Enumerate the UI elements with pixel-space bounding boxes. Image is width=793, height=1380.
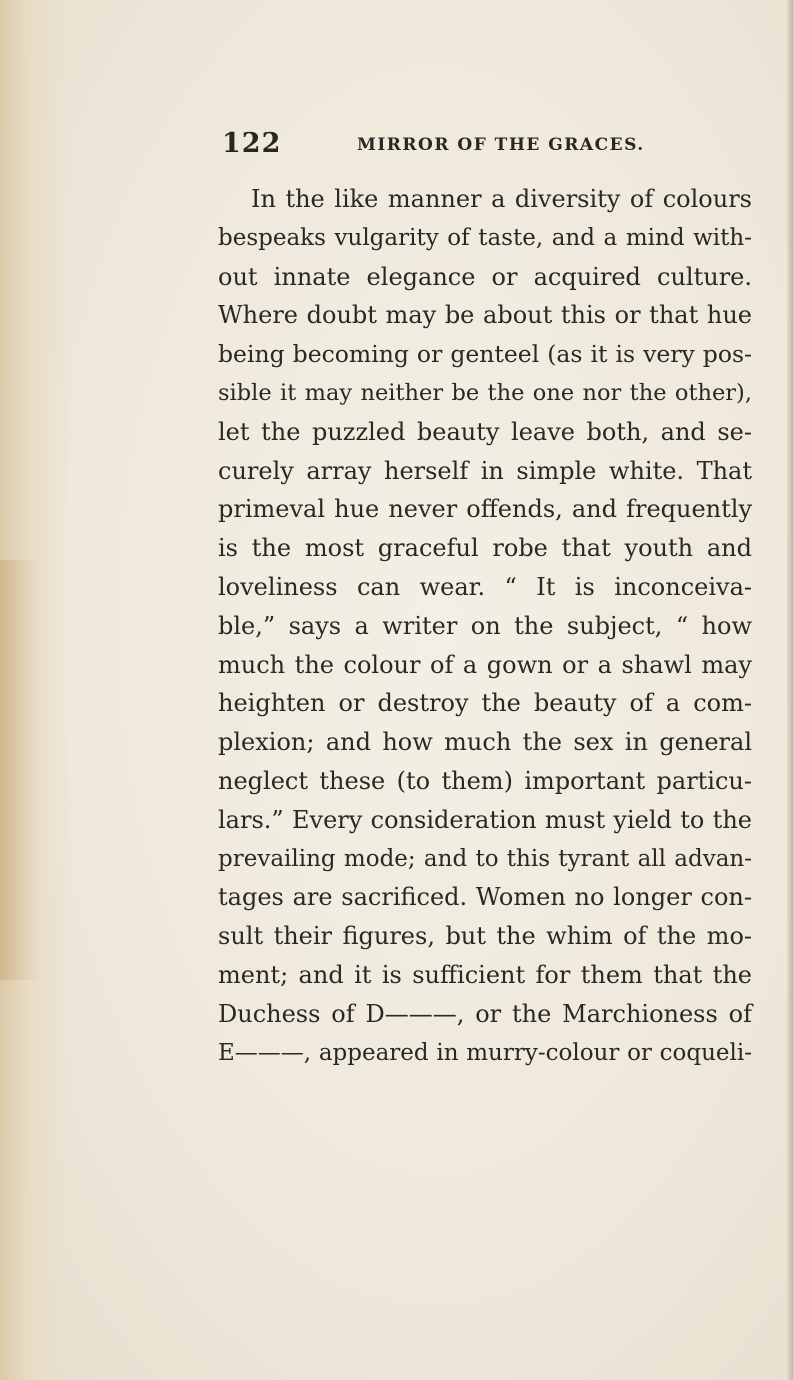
running-head: MIRROR OF THE GRACES. [357,135,645,155]
text-line: sult their figures, but the whim of the mo- [218,922,752,951]
text-line: primeval hue never offends, and frequently [218,495,752,524]
text-line: much the colour of a gown or a shawl may [218,650,752,679]
text-line: prevailing mode; and to this tyrant all advan- [218,845,752,872]
text-line: curely array herself in simple white. That [218,456,752,485]
text-line: In the like manner a diversity of colours [251,185,752,213]
text-line: loveliness can wear. “ It is inconceiva- [218,572,752,601]
text-line: neglect these (to them) important particu- [218,766,752,795]
text-line: ble,” says a writer on the subject, “ how [218,611,752,640]
text-line: out innate elegance or acquired culture. [218,262,752,291]
text-line: sible it may neither be the one nor the other), [218,379,752,406]
text-line: let the puzzled beauty leave both, and se- [218,417,752,446]
text-line: plexion; and how much the sex in general [218,728,752,757]
page-number: 122 [222,128,282,159]
text-line: ment; and it is sufficient for them that the [218,960,752,989]
page-stain [0,560,40,980]
text-line: is the most graceful robe that youth and [218,534,752,563]
text-line: being becoming or genteel (as it is very pos- [218,340,752,369]
text-line: tages are sacrificed. Women no longer con- [218,883,752,912]
text-line: lars.” Every consideration must yield to the [218,805,752,834]
text-line: heighten or destroy the beauty of a com- [218,689,752,718]
page-edge [787,0,793,1380]
text-line: Duchess of D———, or the Marchioness of [218,999,752,1028]
page-header [222,128,752,168]
text-line: Where doubt may be about this or that hue [218,301,752,330]
text-line: E———, appeared in murry-colour or coqueli- [218,1039,752,1066]
text-line: bespeaks vulgarity of taste, and a mind with- [218,224,752,251]
body-text [218,180,752,1072]
